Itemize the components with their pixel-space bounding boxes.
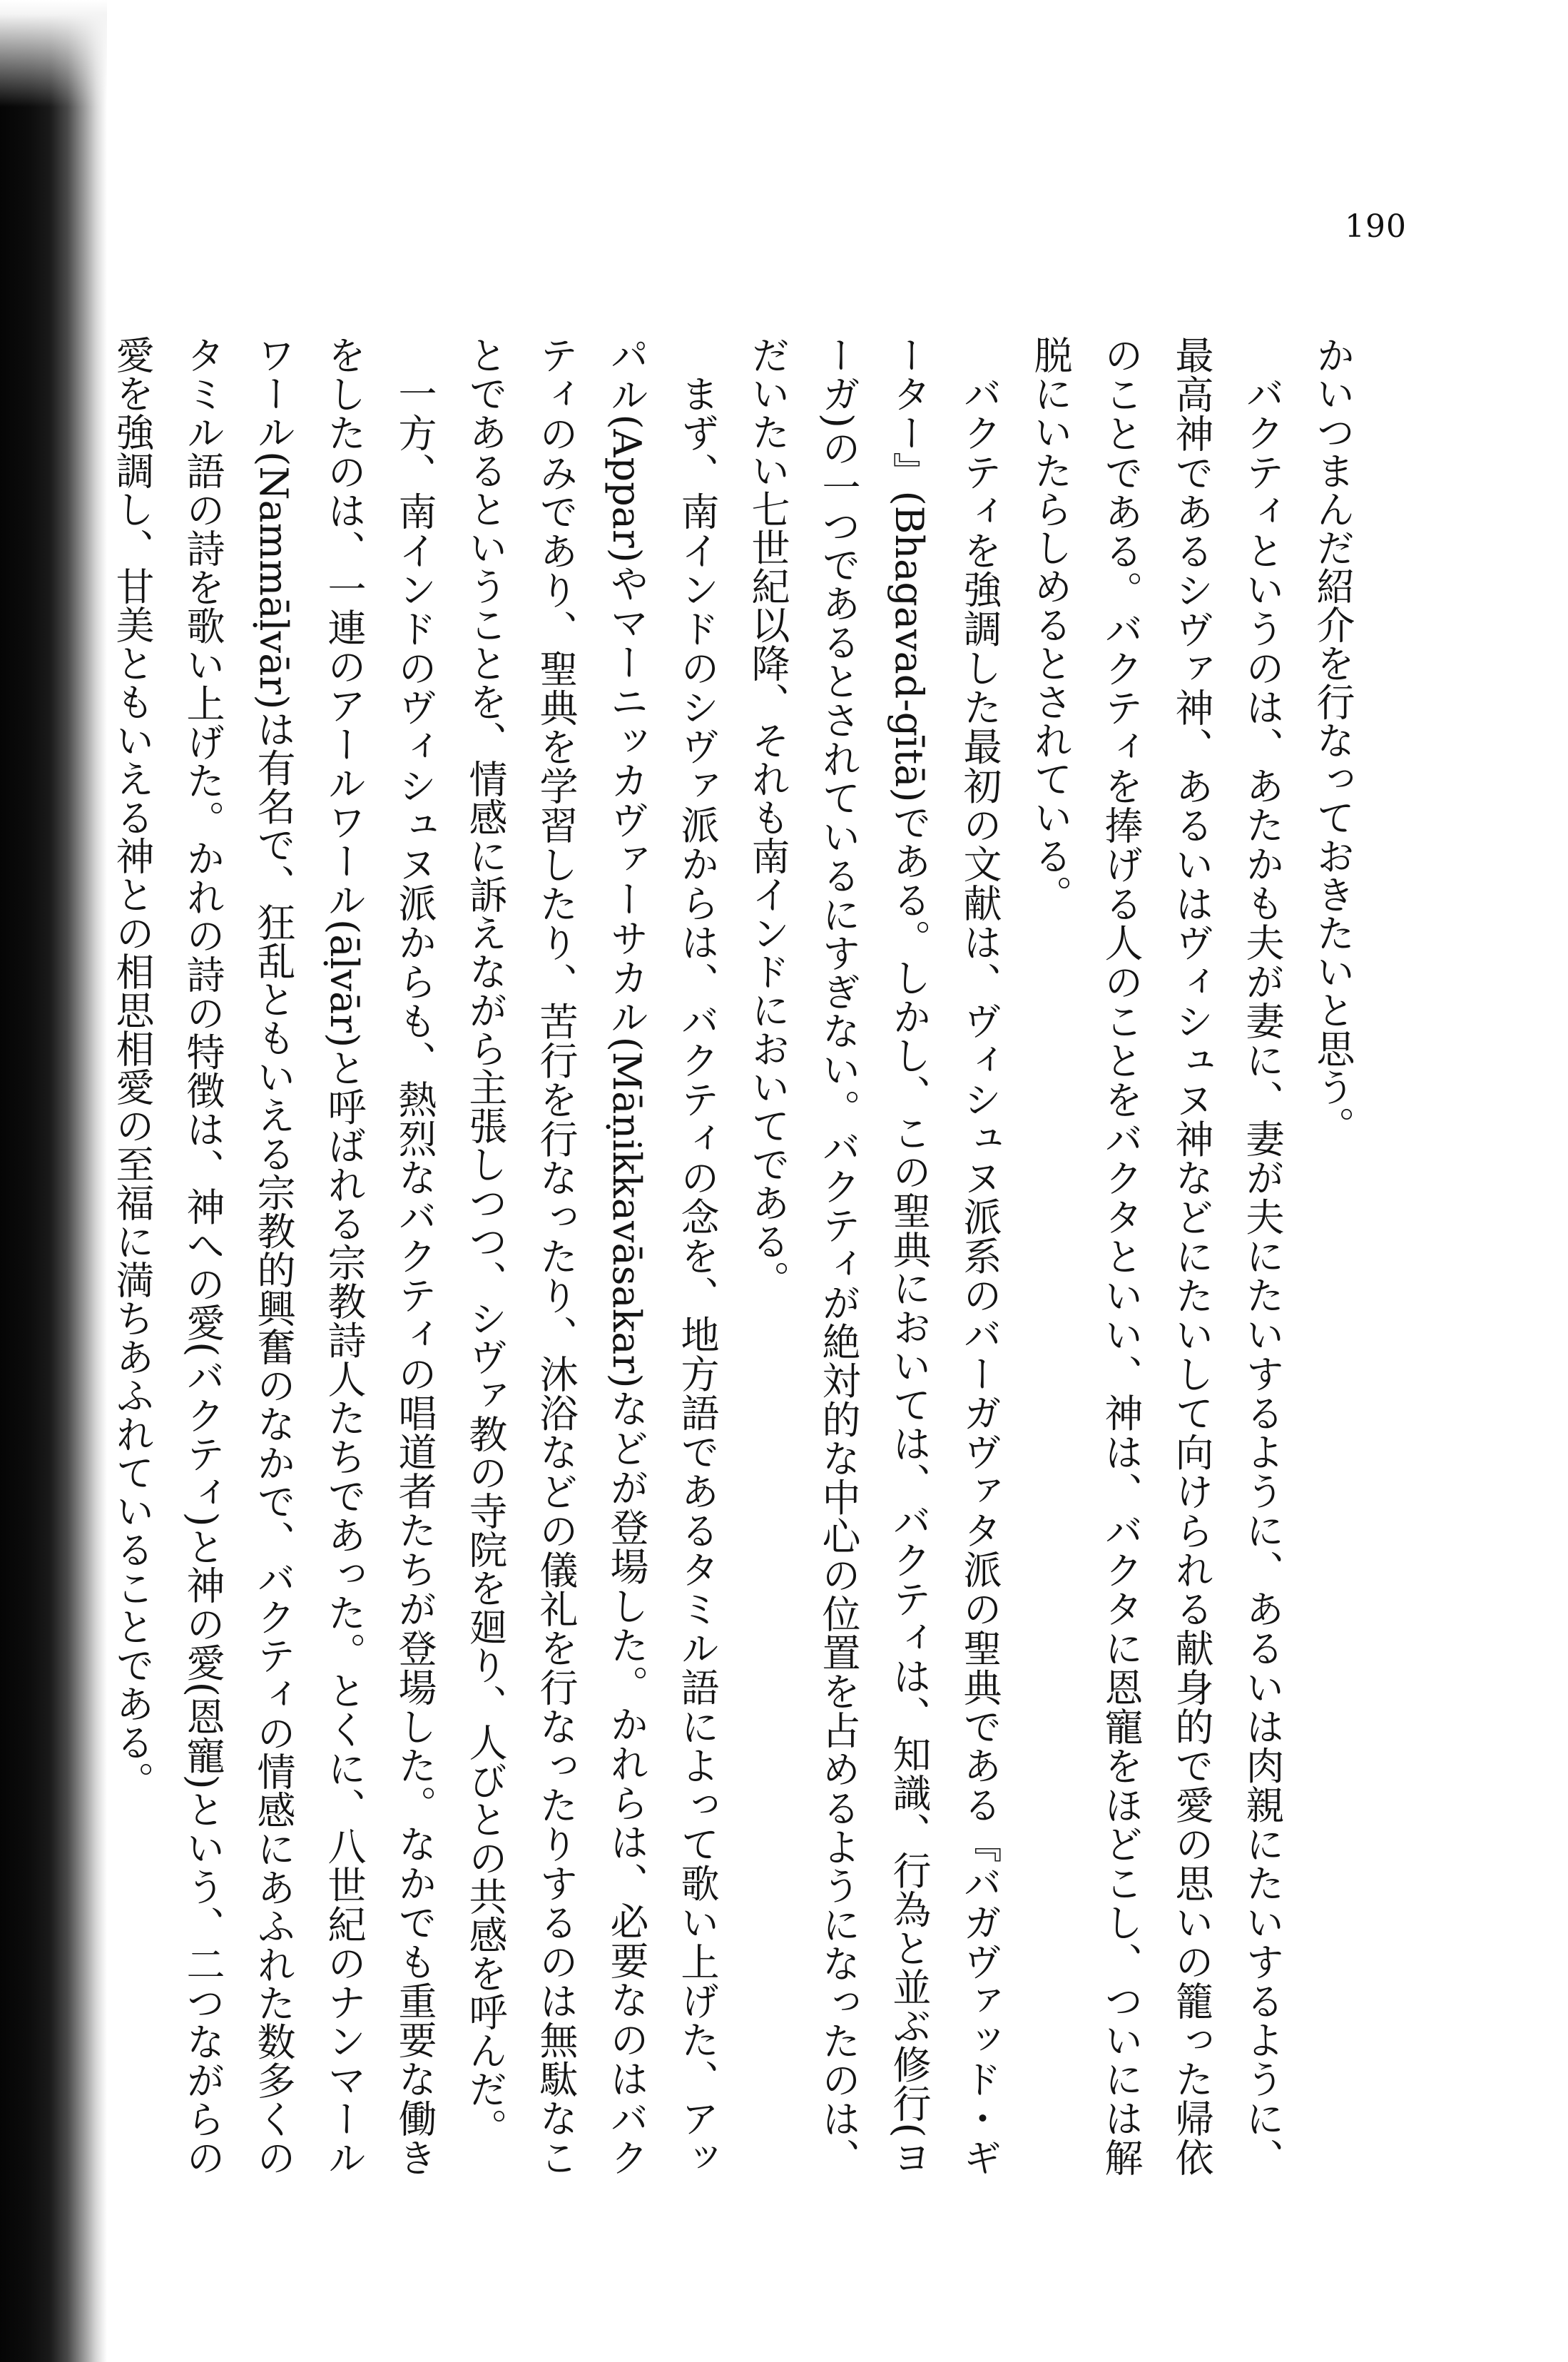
paragraph-3: バクティを強調した最初の文献は、ヴィシュヌ派系のバーガヴァタ派の聖典である『バガヴァッド・ギーター』(Bhagavad-gītā)である。しかし、この聖典においては、バクティは、知識、行為と並ぶ修行(ヨーガ)の一つであるとされているにすぎない。バクティが絶対的な中心の位置を占めるようになったのは、だいたい七世紀以降、それも南インドにおいてである。 bbox=[745, 335, 1002, 2176]
paragraph-5: 一方、南インドのヴィシュヌ派からも、熱烈なバクティの唱道者たちが登場した。なかでも重要な働きをしたのは、一連のアールワール(āḷvār)と呼ばれる宗教詩人たちであった。とくに、八世紀のナンマールワール(Nammāḷvār)は有名で、狂乱ともいえる宗教的興奮のなかで、バクティの情感にあふれた数多くのタミル語の詩を歌い上げた。かれの詩の特徴は、神への愛(バクティ)と神の愛(恩寵)という、二つながらの愛を強調し、甘美ともいえる神との相思相愛の至福に満ちあふれていることである。 bbox=[110, 335, 437, 2176]
vertical-body-text bbox=[110, 335, 1368, 2177]
paragraph-2: バクティというのは、あたかも夫が妻に、妻が夫にたいするように、あるいは肉親にたいするように、最高神であるシヴァ神、あるいはヴィシュヌ神などにたいして向けられる献身的で愛の思いの籠った帰依のことである。バクティを捧げる人のことをバクタといい、神は、バクタに恩寵をほどこし、ついには解脱にいたらしめるとされている。 bbox=[1028, 335, 1285, 2177]
book-spine-top-fade bbox=[0, 0, 107, 107]
book-spine-shadow bbox=[0, 0, 107, 2362]
paragraph-4: まず、南インドのシヴァ派からは、バクティの念を、地方語であるタミル語によって歌い上げた、アッパル(Appar)やマーニッカヴァーサカル(Māṇikkavāsakar)などが登場した。かれらは、必要なのはバクティのみであり、聖典を学習したり、苦行を行なったり、沐浴などの儀礼を行なったりするのは無駄なことであるということを、情感に訴えながら主張しつつ、シヴァ教の寺院を廻り、人びとの共感を呼んだ。 bbox=[463, 335, 720, 2177]
paragraph-1: かいつまんだ紹介を行なっておきたいと思う。 bbox=[1310, 335, 1355, 1145]
page-number: 190 bbox=[1345, 208, 1407, 245]
